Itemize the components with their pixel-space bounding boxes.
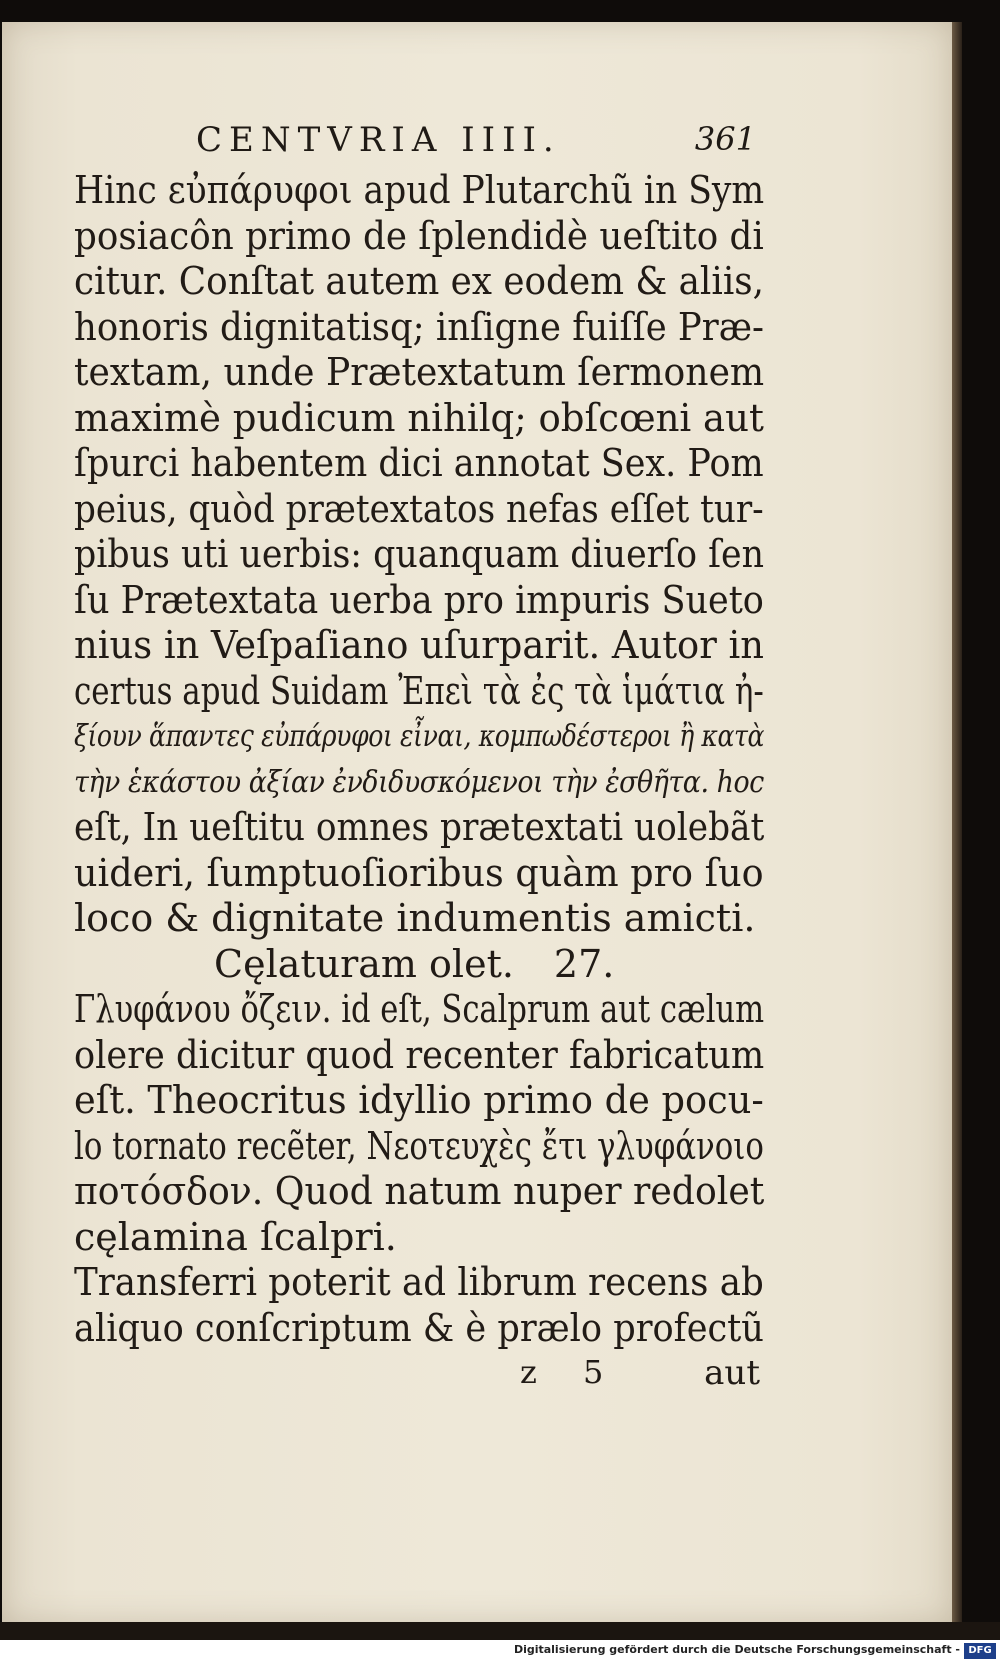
- text-line: [74, 805, 764, 851]
- line-text: ſpurci habentem dici annotat Sex. Pom: [74, 441, 764, 485]
- text-line: [74, 532, 764, 578]
- signature-mark: z 5: [520, 1353, 622, 1391]
- line-text: nius in Veſpaſiano uſurparit. Autor in: [74, 623, 765, 667]
- text-line: [74, 1260, 764, 1306]
- text-line: [74, 1078, 764, 1124]
- text-line: [74, 214, 764, 260]
- text-line: [74, 578, 764, 624]
- text-line: [74, 942, 764, 988]
- text-line: [74, 1306, 764, 1352]
- line-text: honoris dignitatisq; inſigne fuiſſe Præ-: [74, 304, 764, 349]
- line-text: ſu Prætextata uerba pro impuris Sueto: [74, 577, 764, 622]
- text-line: [74, 441, 764, 487]
- text-line: [74, 350, 764, 396]
- text-line: [74, 851, 764, 897]
- line-text: ποτόσδον. Quod natum nuper redolet: [74, 1169, 765, 1213]
- text-line: [74, 623, 764, 669]
- line-text: citur. Conſtat autem ex eodem & aliis,: [74, 259, 764, 303]
- text-line: [74, 396, 764, 442]
- page-header: [196, 120, 756, 164]
- page-number: 361: [694, 120, 756, 158]
- line-text: aliquo conſcriptum & è prælo profectũ: [74, 1305, 764, 1350]
- text-line: [74, 987, 764, 1033]
- line-text: certus apud Suidam Ἐπεὶ τὰ ἐς τὰ ἱμάτια ἠ-: [74, 668, 764, 713]
- footer-credit: Digitalisierung gefördert durch die Deutsche Forschungsgemeinschaft -: [513, 1643, 960, 1656]
- line-text: maximè pudicum nihilq; obſcœni aut: [74, 395, 764, 440]
- line-text: Hinc εὐπάρυφοι apud Plutarchũ in Sym: [74, 168, 765, 212]
- page-bottom-edge: [0, 1622, 1000, 1640]
- line-text: textam, unde Prætextatum ſermonem: [74, 350, 765, 394]
- line-text: olere dicitur quod recenter fabricatum: [74, 1032, 765, 1077]
- text-line: [74, 1124, 764, 1170]
- text-line: [74, 669, 764, 715]
- text-line: [74, 1215, 764, 1261]
- section-heading: Cęlaturam olet.: [214, 941, 514, 986]
- running-head: CENTVRIA IIII.: [196, 120, 561, 160]
- line-text: ξίουν ἅπαντες εὐπάρυφοι εἶναι, κομπωδέστεροι ἢ κατὰ: [74, 719, 765, 754]
- line-text: peius, quòd prætextatos nefas eſſet tur-: [74, 486, 764, 531]
- text-line: [74, 714, 764, 760]
- catchword: aut: [704, 1353, 760, 1393]
- line-text: eſt. Theocritus idyllio primo de pocu-: [74, 1078, 764, 1122]
- line-text: loco & dignitate indumentis amicti.: [74, 896, 756, 940]
- text-line: [74, 487, 764, 533]
- line-text: lo tornato recẽter, Νεοτευχὲς ἔτι γλυφάνοιο: [74, 1123, 764, 1168]
- text-line: [74, 305, 764, 351]
- line-text: pibus uti uerbis: quanquam diuerſo ſen: [74, 532, 764, 576]
- line-text: cęlamina ſcalpri.: [74, 1214, 397, 1259]
- line-text: posiacôn primo de ſplendidè ueſtito di: [74, 213, 764, 258]
- text-line: [74, 168, 764, 214]
- signature-line: [520, 1353, 760, 1393]
- body-text: [74, 168, 764, 1351]
- digitization-footer: [0, 1640, 1000, 1664]
- text-line: [74, 259, 764, 305]
- page-edge: [952, 22, 962, 1622]
- line-text: Transferri poterit ad librum recens ab: [74, 1260, 764, 1304]
- text-line: [74, 896, 764, 942]
- section-number: 27.: [553, 941, 615, 986]
- dfg-logo-icon: DFG: [964, 1643, 996, 1659]
- text-line: [74, 760, 764, 806]
- line-text: τὴν ἑκάστου ἀξίαν ἐνδιδυσκόμενοι τὴν ἐσθῆτα. hoc: [74, 764, 764, 800]
- line-text: Γλυφάνου ὄζειν. id eſt, Scalprum aut cælum: [74, 987, 765, 1031]
- line-text: eſt, In ueſtitu omnes prætextati uolebãt: [74, 805, 765, 849]
- line-text: uideri, ſumptuoſioribus quàm pro ſuo: [74, 850, 764, 895]
- text-line: [74, 1033, 764, 1079]
- text-line: [74, 1169, 764, 1215]
